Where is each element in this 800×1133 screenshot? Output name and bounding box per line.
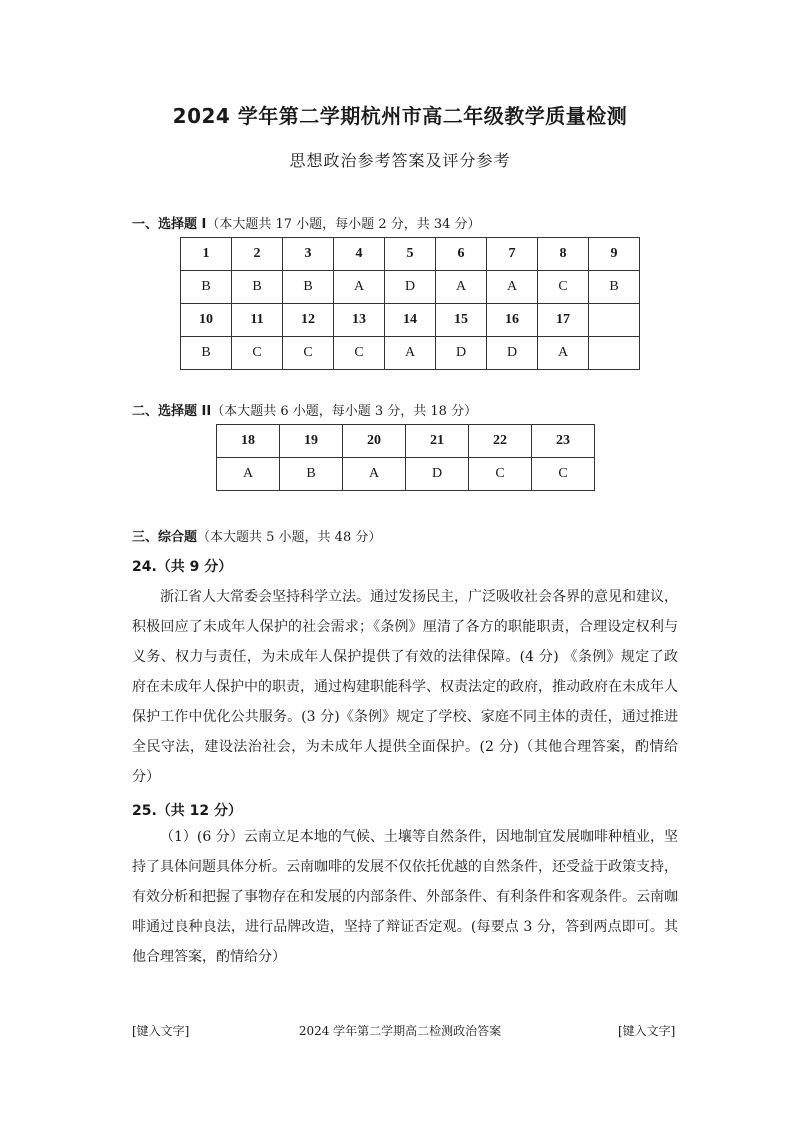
question-number-cell: 13 [334, 304, 385, 337]
document-title: 2024 学年第二学期杭州市高二年级教学质量检测 [172, 104, 628, 128]
answer-cell: A [217, 458, 280, 491]
footer-center: 2024 学年第二学期高二检测政治答案 [298, 1024, 502, 1038]
section2-note: （本大题共 6 小题，每小题 3 分，共 18 分） [211, 404, 478, 419]
question-number-cell: 3 [283, 238, 334, 271]
answer-cell: B [232, 271, 283, 304]
question-number-cell: 20 [343, 425, 406, 458]
section3-note: （本大题共 5 小题，共 48 分） [197, 530, 382, 545]
question-number-cell: 12 [283, 304, 334, 337]
answer-cell: C [538, 271, 589, 304]
answer-cell: C [283, 337, 334, 370]
section3-heading [132, 526, 381, 545]
answer-cell: A [385, 337, 436, 370]
footer-right: [键入文字] [618, 1024, 676, 1038]
question-number-cell: 5 [385, 238, 436, 271]
question-number-cell: 10 [181, 304, 232, 337]
answer-cell: B [181, 271, 232, 304]
answer-cell: A [343, 458, 406, 491]
answer-table-1 [180, 237, 640, 370]
question-number-cell [589, 304, 640, 337]
answer-table-2 [216, 424, 595, 491]
section1-table-row [181, 238, 640, 271]
question-number-cell: 22 [469, 425, 532, 458]
answer-cell: C [532, 458, 595, 491]
section2-table-row [217, 458, 595, 491]
footer-left: [键入文字] [132, 1024, 190, 1038]
section3-label: 三、综合题 [132, 530, 198, 545]
section1-table-row [181, 337, 640, 370]
question-number-cell: 6 [436, 238, 487, 271]
answer-cell: B [181, 337, 232, 370]
question-number-cell: 14 [385, 304, 436, 337]
answer-cell: B [280, 458, 343, 491]
question-number-cell: 9 [589, 238, 640, 271]
question-number-cell: 15 [436, 304, 487, 337]
question-number-cell: 18 [217, 425, 280, 458]
question-number-cell: 7 [487, 238, 538, 271]
question-25-heading: 25.（共 12 分） [132, 803, 243, 819]
answer-cell: D [385, 271, 436, 304]
section1-table-row [181, 304, 640, 337]
answer-cell: A [538, 337, 589, 370]
document-subtitle: 思想政治参考答案及评分参考 [289, 151, 511, 170]
answer-cell: A [334, 271, 385, 304]
question-number-cell: 8 [538, 238, 589, 271]
section2-heading [132, 400, 477, 419]
question-number-cell: 21 [406, 425, 469, 458]
answer-cell: D [436, 337, 487, 370]
section1-heading [132, 213, 481, 232]
answer-cell: A [487, 271, 538, 304]
section1-note: （本大题共 17 小题，每小题 2 分，共 34 分） [206, 217, 481, 232]
answer-cell: D [487, 337, 538, 370]
answer-cell [589, 337, 640, 370]
section2-table-row [217, 425, 595, 458]
question-24-heading: 24.（共 9 分） [132, 559, 233, 575]
answer-cell: C [334, 337, 385, 370]
question-25-answer: （1）(6 分）云南立足本地的气候、土壤等自然条件，因地制宜发展咖啡种植业，坚持了具体问题具体分析。云南咖啡的发展不仅依托优越的自然条件，还受益于政策支持，有效分析和把握了事物存在和发展的内部条件、外部条件、有利条件和客观条件。云南咖啡通过良种良法，进行品牌改造，坚持了辩证否定观。(每要点 3 分，答到两点即可。其他合理答案，酌情给分） [132, 829, 678, 965]
answer-cell: B [283, 271, 334, 304]
question-number-cell: 4 [334, 238, 385, 271]
question-24-answer: 浙江省人大常委会坚持科学立法。通过发扬民主，广泛吸收社会各界的意见和建议，积极回应了未成年人保护的社会需求；《条例》厘清了各方的职能职责，合理设定权利与义务、权力与责任，为未成年人保护提供了有效的法律保障。(4 分) 《条例》规定了政府在未成年人保护中的职责，通过构建职能科学、权责法定的政府，推动政府在未成年人保护工作中优化公共服务。(3 分)《条例》规定了学校、家庭不同主体的责任，通过推进全民守法，建设法治社会，为未成年人提供全面保护。(2 分)（其他合理答案，酌情给分） [132, 589, 678, 785]
question-number-cell: 2 [232, 238, 283, 271]
question-number-cell: 11 [232, 304, 283, 337]
section2-label: 二、选择题 II [132, 404, 212, 419]
answer-cell: A [436, 271, 487, 304]
question-number-cell: 1 [181, 238, 232, 271]
question-number-cell: 17 [538, 304, 589, 337]
question-number-cell: 19 [280, 425, 343, 458]
question-number-cell: 16 [487, 304, 538, 337]
question-number-cell: 23 [532, 425, 595, 458]
section1-table-row [181, 271, 640, 304]
answer-cell: C [469, 458, 532, 491]
answer-cell: C [232, 337, 283, 370]
answer-cell: D [406, 458, 469, 491]
answer-cell: B [589, 271, 640, 304]
section1-label: 一、选择题 I [132, 217, 207, 232]
